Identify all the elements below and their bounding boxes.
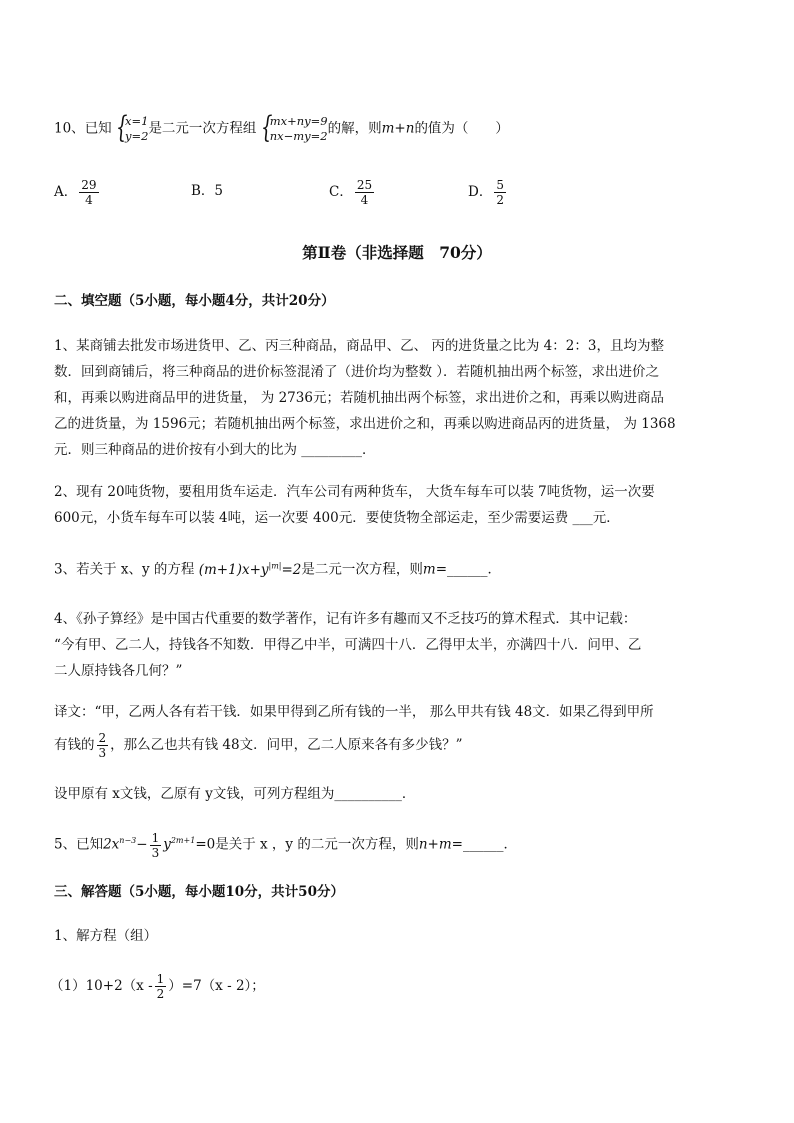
option-a[interactable]: A． $\frac{29}{4}$ [54, 178, 97, 207]
setup-line: 设甲原有 x文钱，乙原有 y文钱，可列方程组为__________． [54, 786, 416, 802]
option-b[interactable]: B．5 [191, 183, 224, 199]
solve-question-1-title: 1、解方程（组） [54, 928, 158, 944]
translation-line-1: 译文：“甲，乙两人各有若干钱．如果甲得到乙所有钱的一半， 那么甲共有钱 48文．如果乙得到甲所 [54, 704, 654, 720]
solution-system: { x=1 y=2 [115, 110, 149, 145]
question-10: 10、已知 { x=1 y=2是二元一次方程组 { mx+ny=9 nx−my=2的解，则m+n的值为（ ） [54, 110, 509, 145]
fill-question-5: 5、已知$2x^{n-3}-$ $\frac{1}{3}$ $y^{2m+1}=0$是关于 x ，y 的二元一次方程，则n+m=______． [54, 830, 517, 860]
equation-system: { mx+ny=9 nx−my=2 [260, 110, 328, 145]
question-number: 10、 [54, 120, 85, 137]
answer-blank[interactable]: =______． [451, 836, 517, 853]
fill-question-1: 1、某商铺去批发市场进货甲、乙、丙三种商品，商品甲、乙、 丙的进货量之比为 4：2：3，且均为整 数．回到商铺后，将三种商品的进价标签混淆了（进价均为整数 ）．若随机抽出两个标签，求出进价之 和，再乘以购进商品甲的进货量， 为 2736元；若随机抽出两个标签，求出进价之和，再乘以购进商品 乙的进货量，为 1596元；若随机抽出两个标签，求出进价之和，再乘以购进商品丙的进货量， 为 1368 元．则三种商品的进价按有小到大的比为 _________． [54, 338, 676, 458]
solve-question-1-sub-1: （1）10+2（x - $\frac{1}{2}$ ）=7（x - 2）； [50, 972, 265, 1001]
part-2-title: 第Ⅱ卷（非选择题 70分） [302, 243, 492, 262]
translation-line-2: 有钱的 $\frac{2}{3}$ ，那么乙也共有钱 48文．问甲，乙二人原来各有多少钱？” [54, 731, 463, 760]
fill-question-4: 4、《孙子算经》是中国古代重要的数学著作，记有许多有趣而又不乏技巧的算术程式．其中记载： “今有甲、乙二人，持钱各不知数．甲得乙中半，可满四十八．乙得甲太半，亦满四十八．问甲、乙 二人原持钱各几何？” [54, 611, 642, 679]
option-c[interactable]: C． $\frac{25}{4}$ [329, 178, 373, 207]
fill-question-2: 2、现有 20吨货物，要租用货车运走．汽车公司有两种货车， 大货车每车可以装 7吨货物，运一次要 600元，小货车每车可以装 4吨，运一次要 400元．要使货物全部运走，至少需要运费 ___元． [54, 484, 655, 526]
option-d[interactable]: D． $\frac{5}{2}$ [468, 178, 504, 207]
section-2-heading: 二、填空题（5小题，每小题4分，共计20分） [54, 293, 335, 309]
fill-question-3: 3、若关于 x、y 的方程 $(m+1)x+y^{|m|}=2$是二元一次方程，则m=______． [54, 561, 502, 578]
equation: $(m+1)x+y^{|m|}=2$ [198, 561, 302, 578]
answer-blank[interactable]: =______． [435, 561, 502, 578]
section-3-heading: 三、解答题（5小题，每小题10分，共计50分） [54, 884, 344, 900]
